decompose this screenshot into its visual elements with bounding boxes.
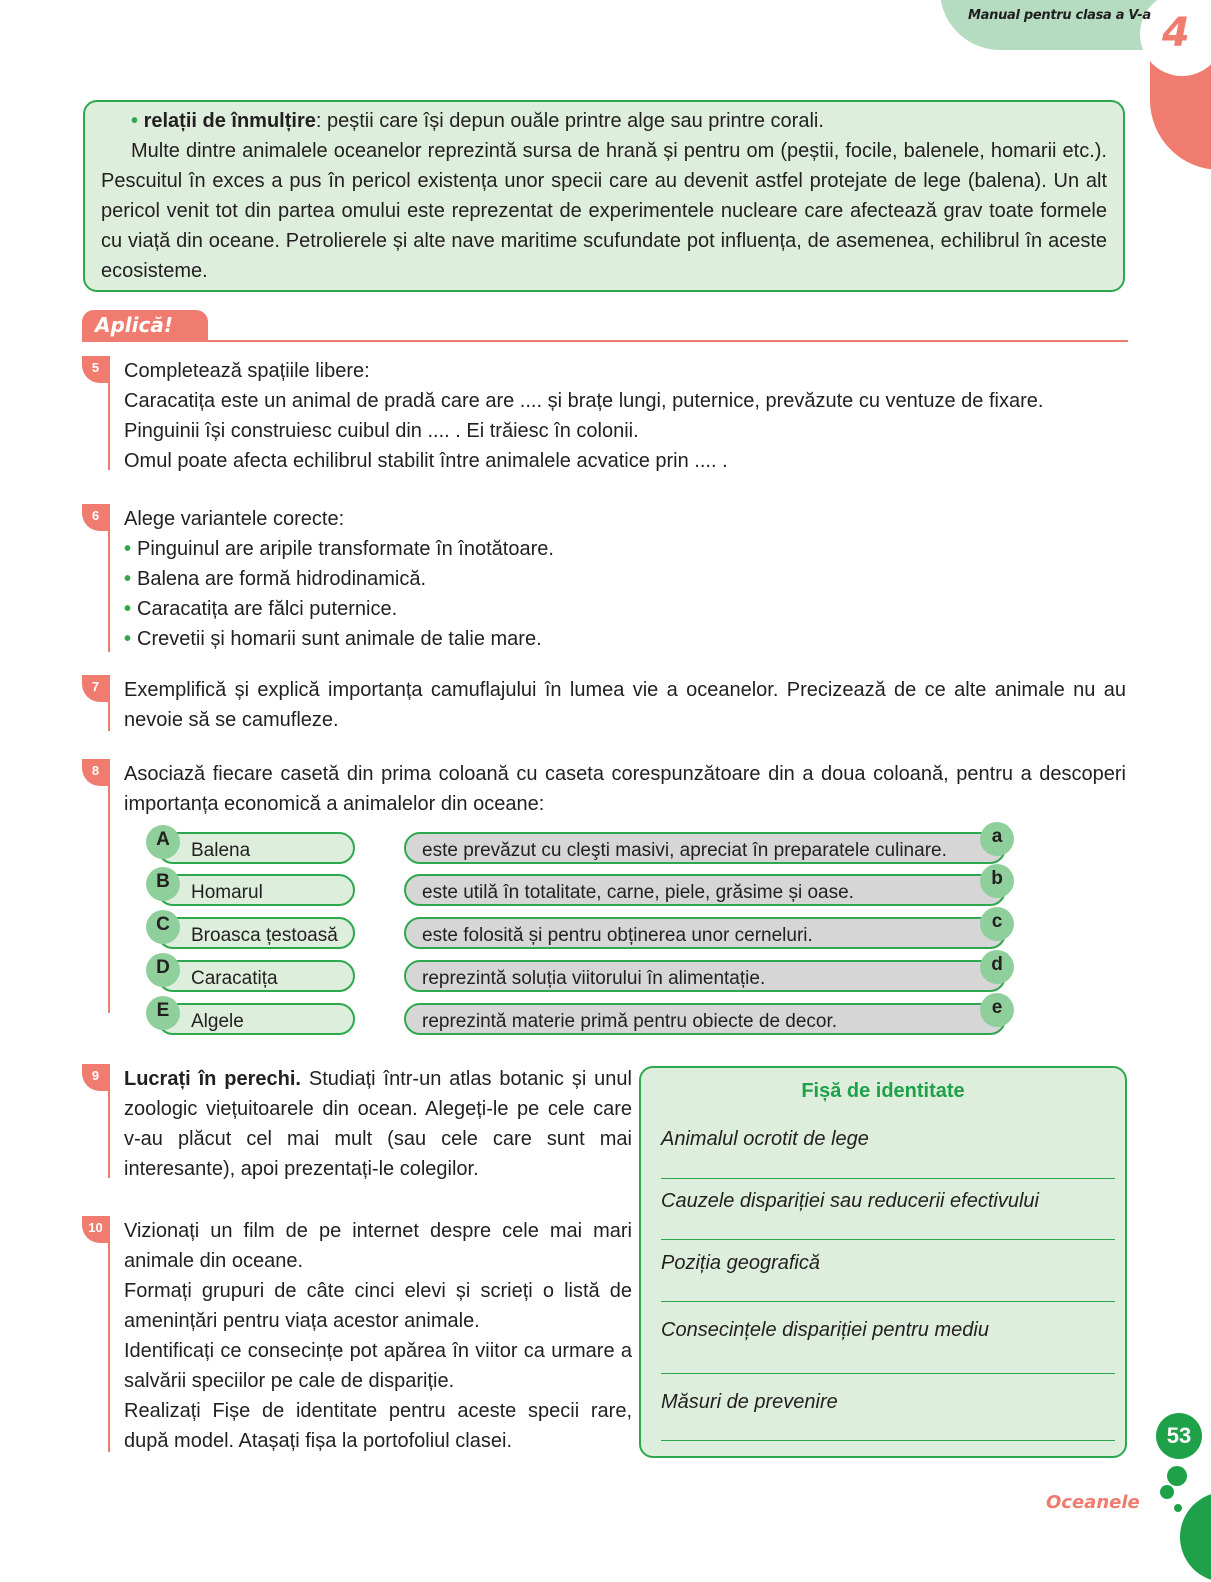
exercise-number: 6 bbox=[82, 504, 109, 531]
match-right-letter: c bbox=[980, 907, 1014, 941]
option-text: Pinguinul are aripile transformate în înotătoare. bbox=[137, 538, 554, 560]
intro-bullet bbox=[101, 106, 1107, 136]
exercise-10 bbox=[82, 1216, 642, 1454]
match-right-letter: d bbox=[980, 950, 1014, 984]
match-right-letter: b bbox=[980, 864, 1014, 898]
intro-bullet-label: relații de înmulțire bbox=[143, 110, 316, 132]
page-number: 53 bbox=[1156, 1413, 1202, 1459]
exercise-number: 8 bbox=[82, 759, 109, 786]
identity-card bbox=[639, 1066, 1127, 1458]
match-left-label: Balena bbox=[191, 840, 251, 861]
match-right-label: este prevăzut cu cleşti masivi, apreciat în preparatele culinare. bbox=[422, 840, 947, 861]
option-text: Caracatița are fălci puternice. bbox=[137, 598, 398, 620]
match-left-letter: D bbox=[146, 953, 180, 987]
option-text: Balena are formă hidrodinamică. bbox=[137, 568, 427, 590]
bullet-icon: • bbox=[124, 568, 132, 590]
exercise-text: Asociază fiecare casetă din prima coloană cu caseta corespunzătoare din a doua coloană, pentru a descoperi importanța economică a animalelor din oceane: bbox=[124, 763, 1126, 815]
exercise-line: Caracatița este un animal de pradă care are .... și brațe lungi, puternice, prevăzute cu ventuze de fixare. bbox=[124, 390, 1044, 412]
intro-box bbox=[83, 100, 1125, 292]
bubble-decoration bbox=[1160, 1485, 1174, 1499]
section-divider bbox=[82, 340, 1128, 342]
bullet-icon: • bbox=[124, 628, 132, 650]
exercise-7 bbox=[82, 675, 1128, 735]
match-left-label: Broasca țestoasă bbox=[191, 925, 338, 946]
match-left-item[interactable] bbox=[157, 960, 355, 992]
option-item[interactable] bbox=[124, 534, 1134, 564]
identity-field-label: Poziția geografică bbox=[661, 1252, 820, 1274]
bullet-icon: • bbox=[131, 110, 139, 132]
bubble-decoration bbox=[1180, 1492, 1211, 1582]
exercise-paragraph: Formați grupuri de câte cinci elevi și scrieți o listă de amenințări pentru viața acestor animale. bbox=[124, 1280, 632, 1332]
match-right-letter: e bbox=[980, 993, 1014, 1027]
bubble-decoration bbox=[1174, 1504, 1182, 1512]
bullet-icon: • bbox=[124, 538, 132, 560]
exercise-bar bbox=[108, 1064, 110, 1178]
match-right-label: reprezintă soluția viitorului în alimentație. bbox=[422, 968, 766, 989]
option-item[interactable] bbox=[124, 624, 1134, 654]
bubble-decoration bbox=[1167, 1466, 1187, 1486]
intro-paragraph: Multe dintre animalele oceanelor reprezintă sursa de hrană și pentru om (peștii, focile, balenele, homarii etc.). Pescuitul în exces a pus în pericol existența unor specii care au devenit astfel protejate de lege (balena). Un alt pericol venit tot din partea omului este reprezentat de experimentele nucleare care afectează grav toate formele cu viață din oceane. Petrolierele și alte nave maritime scufundate pot influența, de asemenea, echilibrul în aceste ecosisteme. bbox=[101, 140, 1107, 282]
exercise-line: Completează spațiile libere: bbox=[124, 360, 370, 382]
exercise-number: 10 bbox=[82, 1216, 109, 1243]
identity-field-label: Măsuri de prevenire bbox=[661, 1391, 838, 1413]
intro-bullet-text: : peștii care își depun ouăle printre alge sau printre corali. bbox=[315, 110, 824, 132]
match-right-item[interactable] bbox=[404, 832, 1006, 864]
match-left-item[interactable] bbox=[157, 832, 355, 864]
chapter-number: 4 bbox=[1162, 10, 1190, 56]
identity-field-line[interactable] bbox=[661, 1178, 1115, 1179]
match-left-item[interactable] bbox=[157, 874, 355, 906]
match-right-letter: a bbox=[980, 822, 1014, 856]
exercise-number: 7 bbox=[82, 675, 109, 702]
exercise-paragraph: Realizați Fișe de identitate pentru aceste specii rare, după model. Atașați fișa la portofoliul clasei. bbox=[124, 1400, 632, 1452]
exercise-line: Omul poate afecta echilibrul stabilit între animalele acvatice prin .... . bbox=[124, 450, 728, 472]
exercise-bar bbox=[108, 504, 110, 652]
identity-field-label: Cauzele dispariției sau reducerii efectivului bbox=[661, 1190, 1039, 1212]
manual-title: Manual pentru clasa a V-a bbox=[968, 8, 1151, 23]
match-right-item[interactable] bbox=[404, 1003, 1006, 1035]
exercise-line: Pinguinii își construiesc cuibul din .... . Ei trăiesc în colonii. bbox=[124, 420, 639, 442]
option-item[interactable] bbox=[124, 564, 1134, 594]
exercise-6 bbox=[82, 504, 1128, 654]
section-title: Aplică! bbox=[95, 313, 173, 337]
chapter-title: Oceanele bbox=[1046, 1492, 1140, 1513]
match-left-item[interactable] bbox=[157, 1003, 355, 1035]
exercise-bar bbox=[108, 356, 110, 470]
identity-field-line[interactable] bbox=[661, 1373, 1115, 1374]
identity-field-line[interactable] bbox=[661, 1301, 1115, 1302]
exercise-number: 9 bbox=[82, 1064, 109, 1091]
match-left-label: Caracatița bbox=[191, 968, 278, 989]
match-left-letter: B bbox=[146, 867, 180, 901]
match-left-letter: C bbox=[146, 910, 180, 944]
exercise-bold-label: Lucrați în perechi. bbox=[124, 1068, 301, 1090]
match-right-label: este folosită și pentru obținerea unor cerneluri. bbox=[422, 925, 813, 946]
exercise-bar bbox=[108, 1216, 110, 1452]
exercise-5 bbox=[82, 356, 1128, 474]
match-left-label: Algele bbox=[191, 1011, 244, 1032]
exercise-bar bbox=[108, 675, 110, 731]
match-right-label: este utilă în totalitate, carne, piele, grăsime și oase. bbox=[422, 882, 854, 903]
exercise-prompt: Alege variantele corecte: bbox=[124, 508, 345, 530]
exercise-bar bbox=[108, 759, 110, 1013]
match-left-letter: E bbox=[146, 996, 180, 1030]
exercise-9 bbox=[82, 1064, 642, 1180]
exercise-paragraph: Identificați ce consecințe pot apărea în viitor ca urmare a salvării speciilor pe cale de dispariție. bbox=[124, 1340, 632, 1392]
match-right-label: reprezintă materie primă pentru obiecte de decor. bbox=[422, 1011, 838, 1032]
match-right-item[interactable] bbox=[404, 874, 1006, 906]
exercise-text: Studiați într-un atlas botanic și unul zoologic viețuitoarele din ocean. Alegeți-le pe cele care v-au plăcut cel mai mult (sau cele care sunt mai interesante), apoi prezentați-le colegilor. bbox=[124, 1068, 632, 1180]
exercise-number: 5 bbox=[82, 356, 109, 383]
identity-field-line[interactable] bbox=[661, 1440, 1115, 1441]
exercise-text: Exemplifică și explică importanța camuflajului în lumea vie a oceanelor. Precizează de ce alte animale nu au nevoie să se camufleze. bbox=[124, 679, 1126, 731]
match-left-letter: A bbox=[146, 825, 180, 859]
identity-field-line[interactable] bbox=[661, 1239, 1115, 1240]
exercise-paragraph: Vizionați un film de pe internet despre cele mai mari animale din oceane. bbox=[124, 1220, 632, 1272]
identity-field-label: Animalul ocrotit de lege bbox=[661, 1128, 869, 1150]
match-right-item[interactable] bbox=[404, 917, 1006, 949]
option-item[interactable] bbox=[124, 594, 1134, 624]
bullet-icon: • bbox=[124, 598, 132, 620]
match-left-item[interactable] bbox=[157, 917, 355, 949]
identity-field-label: Consecințele dispariției pentru mediu bbox=[661, 1319, 989, 1341]
identity-card-title: Fișă de identitate bbox=[801, 1080, 965, 1102]
match-left-label: Homarul bbox=[191, 882, 263, 903]
option-text: Crevetii și homarii sunt animale de talie mare. bbox=[137, 628, 542, 650]
match-right-item[interactable] bbox=[404, 960, 1006, 992]
